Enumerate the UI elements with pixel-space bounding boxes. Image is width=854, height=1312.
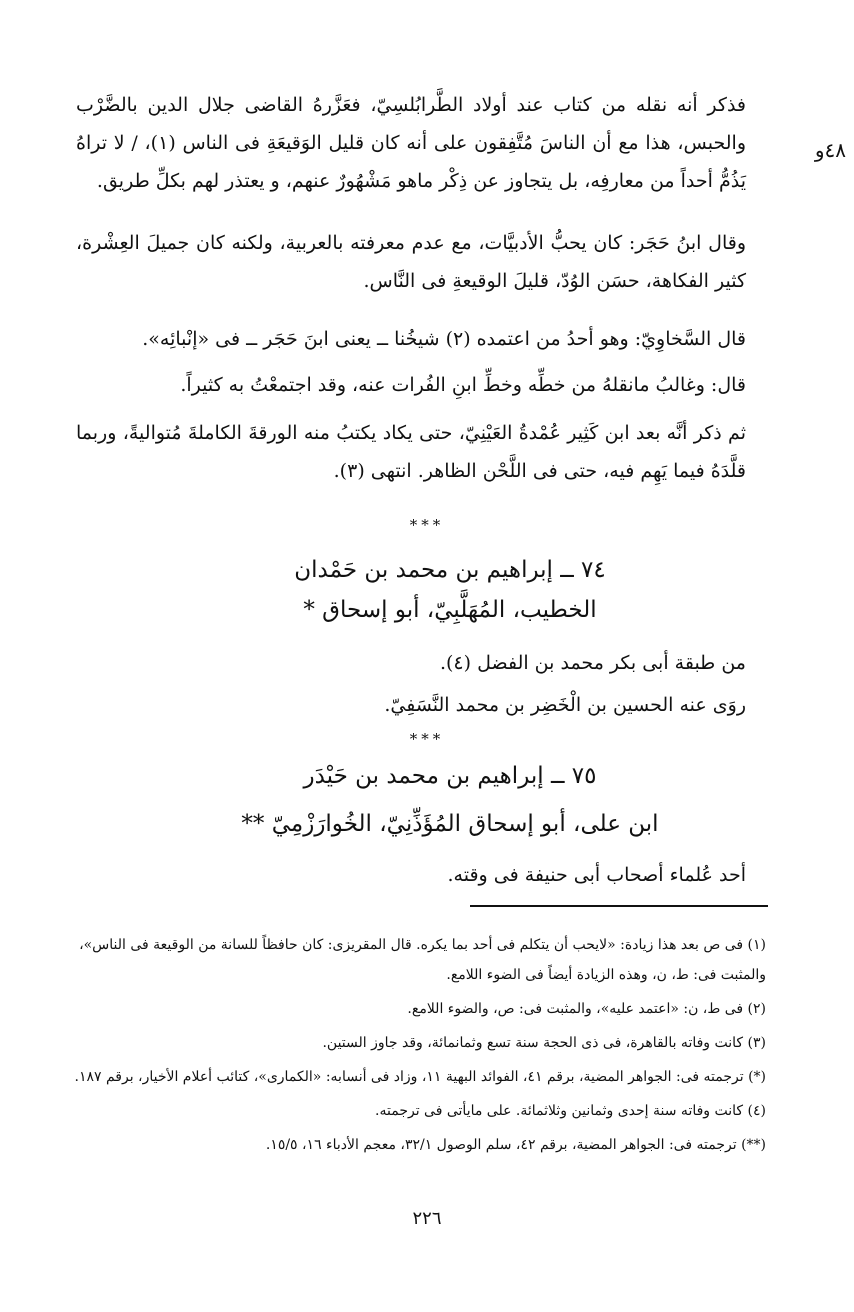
footnote-star: (*) ترجمته فى: الجواهر المضية، برقم ٤١، الفوائد البهية ١١، وزاد فى أنسابه: «الكمارى»، كتائب أعلام الأخيار، برقم ١٨٧. [74,1069,766,1085]
footnote-double-star: (**) ترجمته فى: الجواهر المضية، برقم ٤٢، سلم الوصول ٣٢/١، معجم الأدباء ١٦، ١٥/٥. [265,1137,766,1153]
section-separator: *** [409,730,445,748]
paragraph-1 [76,86,746,200]
entry-74-text-2: روَى عنه الحسين بن الْخَضِر بن محمد النَّسَفِيّ. [384,694,746,716]
footnote-4: (٤) كانت وفاته سنة إحدى وثمانين وثلاثمائة. على مايأتى فى ترجمته. [375,1103,766,1119]
paragraph-2 [76,224,746,300]
paragraph-text: وقال ابنُ حَجَر: كان يحبُّ الأدبيَّات، مع عدم معرفته بالعربية، ولكنه كان جميلَ العِشْرة، كثير الفكاهة، حسَن الوُدّ، قليلَ الوقيعةِ فى النَّاس. [76,232,746,292]
entry-74-name: ٧٤ ــ إبراهيم بن محمد بن حَمْدان [294,557,606,583]
footnote-3: (٣) كانت وفاته بالقاهرة، فى ذى الحجة سنة تسع وثمانمائة، وقد جاوز الستين. [322,1035,766,1051]
footnote-divider [470,905,768,907]
entry-75-body [76,856,746,894]
entry-75-heading [240,756,660,844]
paragraph-text: ثم ذكر أنَّه بعد ابن كَثِير عُمْدةُ العَيْنِيّ، حتى يكاد يكتبُ منه الورقةَ الكاملةَ مُتواليةً، وربما قلَّدَهُ فيما يَهِم فيه، حتى فى اللَّحْن الظاهر. انتهى (٣). [76,422,746,482]
footnote-2: (٢) فى ط، ن: «اعتمد عليه»، والمثبت فى: ص، والضوء اللامع. [407,1001,766,1017]
entry-75-text-1: أحد عُلماء أصحاب أبى حنيفة فى وقته. [447,864,746,886]
paragraph-4 [76,366,746,404]
paragraph-text: قال السَّخاوِيّ: وهو أحدُ من اعتمده (٢) شيخُنا ــ يعنى ابنَ حَجَر ــ فى «إنْبائِه». [142,328,746,350]
margin-folio-note: ٤٨و [814,138,846,162]
paragraph-text: فذكر أنه نقله من كتاب عند أولاد الطَّرابُلسِيّ، فعَزَّرهُ القاضى جلال الدين بالضَّرْب والحبس، هذا مع أن الناسَ مُتَّفِقون على أنه كان قليل الوَقيعَةِ فى الناس (١)، / لا تراهُ يَذُمُّ أحداً من معارفِه، بل يتجاوز عن ذِكْر ماهو مَشْهُورٌ عنهم، و يعتذر لهم بكلِّ طريق. [76,94,747,192]
entry-74-nisba: الخطيب، المُهَلَّبِيّ، أبو إسحاق * [303,597,597,623]
paragraph-text: قال: وغالبُ مانقلهُ من خطِّه وخطِّ ابنِ الفُرات عنه، وقد اجتمعْتُ به كثيراً. [180,374,746,396]
paragraph-3 [76,320,746,358]
entry-74-body [76,644,746,724]
entry-75-nisba: ابن على، أبو إسحاق المُؤَذِّنِيّ، الخُوارَزْمِيّ ** [241,811,659,837]
entry-74-heading [240,550,660,630]
section-separator: *** [409,516,445,534]
page-number: ٢٢٦ [412,1208,442,1229]
entry-74-text-1: من طبقة أبى بكر محمد بن الفضل (٤). [439,652,746,674]
entry-75-name: ٧٥ ــ إبراهيم بن محمد بن حَيْدَر [303,763,597,789]
footnotes [56,930,766,1164]
footnote-1: (١) فى ص بعد هذا زيادة: «لايحب أن يتكلم فى أحد بما يكره. قال المقريزى: كان حافظاً للسانة من الوقيعة فى الناس»، والمثبت فى: ط، ن، وهذه الزيادة أيضاً فى الضوء اللامع. [79,937,766,983]
paragraph-5 [76,414,746,490]
